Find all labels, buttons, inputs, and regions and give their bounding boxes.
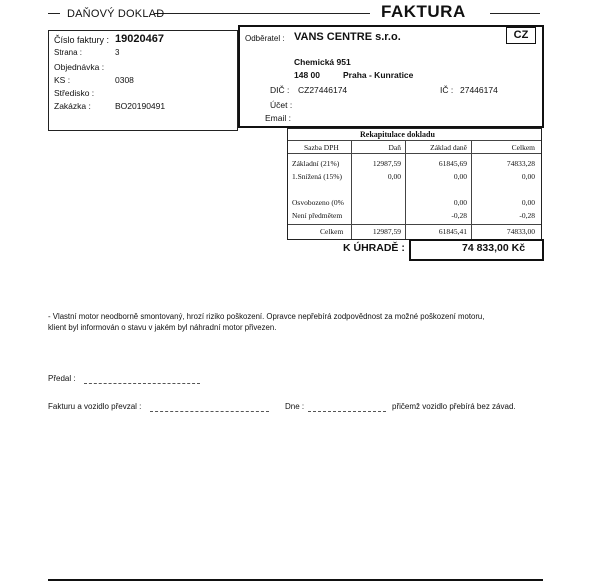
- recap-row-rate: 1.Snížená (15%): [292, 172, 342, 181]
- recap-header-base: Základ daně: [430, 143, 467, 152]
- customer-zip: 148 00: [294, 70, 320, 80]
- recap-row-base: 61845,69: [438, 159, 467, 168]
- dic-label: DIČ :: [270, 85, 290, 95]
- recap-row-rate: Není předmětem: [292, 211, 343, 220]
- note-line-1: - Vlastní motor neodborně smontovaný, hrozí riziko poškození. Opravce nepřebírá zodpovědnost za možné poškození motoru,: [48, 312, 485, 321]
- customer-city: Praha - Kunratice: [343, 70, 414, 80]
- recap-table: [287, 128, 542, 240]
- invoice-info-box: [48, 30, 238, 131]
- amount-due-label: K ÚHRADĚ :: [343, 242, 405, 254]
- recap-rule: [288, 140, 541, 141]
- recap-title: Rekapitulace dokladu: [360, 130, 435, 139]
- recap-row-total: 74833,28: [506, 159, 535, 168]
- invoice-number-value: 19020467: [115, 33, 164, 45]
- handed-over-line: [84, 383, 200, 384]
- recap-total-total: 74833,00: [506, 227, 535, 236]
- ks-label: KS :: [54, 75, 71, 85]
- recap-rule: [288, 224, 541, 225]
- country-badge: CZ: [506, 27, 536, 44]
- amount-due-value: 74 833,00 Kč: [462, 242, 526, 254]
- customer-label: Odběratel :: [245, 34, 285, 43]
- received-line: [150, 411, 269, 412]
- order-label: Objednávka :: [54, 62, 105, 72]
- page-title: FAKTURA: [381, 2, 466, 21]
- job-value: BO20190491: [115, 101, 166, 111]
- recap-row-tax: 12987,59: [372, 159, 401, 168]
- recap-row-tax: 0,00: [387, 172, 401, 181]
- recap-header-total: Celkem: [511, 143, 535, 152]
- recap-total-base: 61845,41: [438, 227, 467, 236]
- acceptance-statement: přičemž vozidlo přebírá bez závad.: [392, 402, 516, 411]
- customer-street: Chemická 951: [294, 57, 351, 67]
- recap-rule: [288, 153, 541, 154]
- recap-row-rate: Osvobozeno (0%: [292, 198, 344, 207]
- recap-row-base: 0,00: [453, 198, 467, 207]
- ic-label: IČ :: [440, 85, 454, 95]
- cost-center-label: Středisko :: [54, 88, 95, 98]
- recap-row-base: -0,28: [451, 211, 467, 220]
- customer-name: VANS CENTRE s.r.o.: [294, 31, 401, 43]
- date-line: [308, 411, 386, 412]
- recap-row-total: -0,28: [519, 211, 535, 220]
- dic-value: CZ27446174: [298, 85, 348, 95]
- invoice-number-label: Číslo faktury :: [54, 35, 110, 45]
- recap-header-rate: Sazba DPH: [304, 143, 339, 152]
- note-line-2: klient byl informován o stavu v jakém byl náhradní motor přivezen.: [48, 323, 277, 332]
- handed-over-label: Předal :: [48, 374, 76, 383]
- account-label: Účet :: [270, 100, 293, 110]
- recap-total-tax: 12987,59: [372, 227, 401, 236]
- page-number-value: 3: [115, 48, 120, 57]
- recap-header-tax: Daň: [388, 143, 401, 152]
- recap-row-total: 0,00: [521, 198, 535, 207]
- ks-value: 0308: [115, 75, 134, 85]
- recap-total-label: Celkem: [320, 227, 344, 236]
- header-rule-right: [490, 13, 540, 14]
- received-label: Fakturu a vozidlo převzal :: [48, 402, 142, 411]
- recap-row-base: 0,00: [453, 172, 467, 181]
- footer-rule: [48, 579, 543, 581]
- recap-row-rate: Základní (21%): [292, 159, 340, 168]
- email-label: Email :: [265, 113, 291, 123]
- document-type: DAŇOVÝ DOKLAD: [67, 8, 165, 20]
- job-label: Zakázka :: [54, 101, 91, 111]
- recap-row-total: 0,00: [521, 172, 535, 181]
- ic-value: 27446174: [460, 85, 498, 95]
- date-label: Dne :: [285, 402, 305, 411]
- page-number-label: Strana :: [54, 48, 83, 57]
